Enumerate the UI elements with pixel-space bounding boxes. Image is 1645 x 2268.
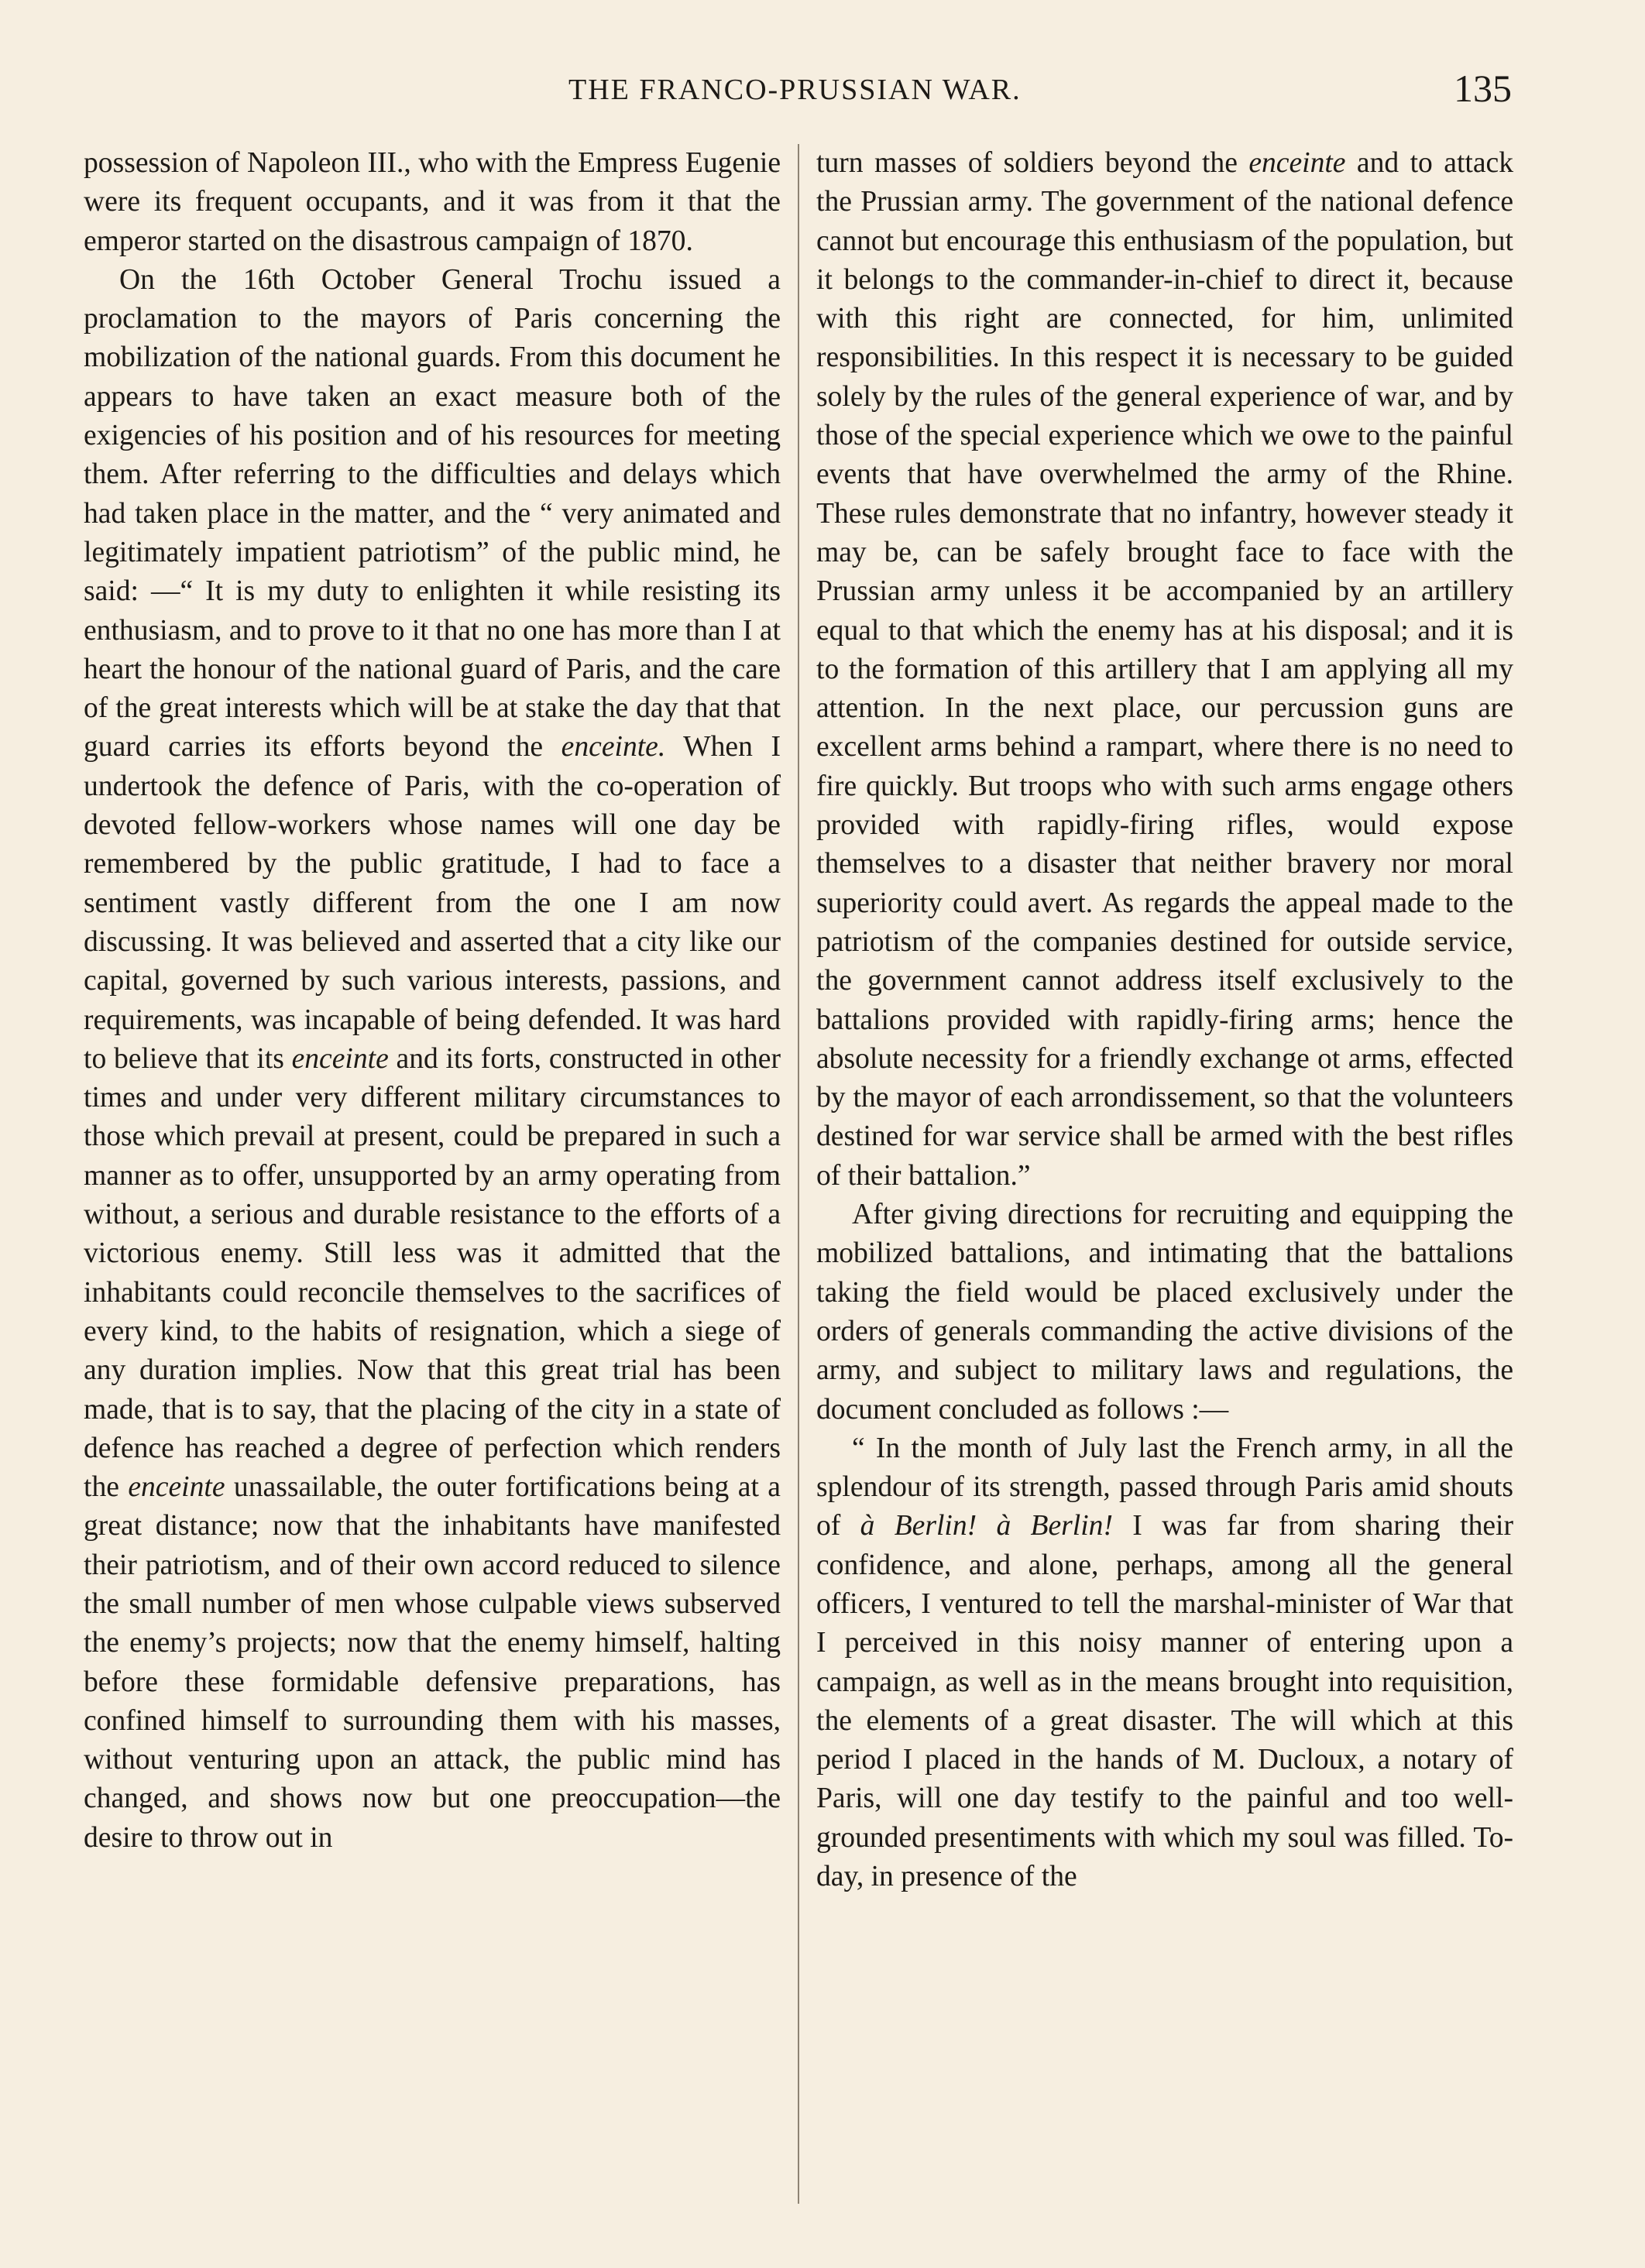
italic-text: enceinte [291,1042,389,1075]
column-divider [798,144,799,2204]
italic-text: enceinte [128,1471,225,1504]
text-span: I was far from sharing their confidence, and alone, perhaps, among all the general officers, I ventured to tell the marshal-minister of War that I perceived in this noisy manner of entering upon a campaign, as well as in the means brought into requisition, the elements of a great disaster. The will which at this period I placed in the hands of M. Ducloux, a notary of Paris, will one day testify to the painful and too well-grounded presentiments with which my soul was filled. To-day, in presence of the [816,1510,1513,1893]
text-span: unassailable, the outer fortifications being at a great distance; now that the inhabitants have manifested their patriotism, and of their own accord reduced to silence the small number of men whose culpable views subserved the enemy’s projects; now that the enemy himself, halting before these formidable defensive preparations, has confined himself to surrounding them with his masses, without venturing upon an attack, the public mind has changed, and shows now but one preoccupation—the desire to throw out in [84,1471,781,1854]
running-title: THE FRANCO-PRUSSIAN WAR. [568,74,1022,106]
paragraph [84,261,781,1858]
page-number: 135 [1454,67,1512,110]
italic-text: enceinte. [561,731,666,763]
left-column [84,144,781,1858]
text-span: On the 16th October General Trochu issued a proclamation to the mayors of Paris concerning the mobilization of the national guards. From this document he appears to have taken an exact measure both of the exigencies of his position and of his resources for meeting them. After referring to the difficulties and delays which had taken place in the matter, and the “ very animated and legitimately impatient patriotism” of the public mind, he said: —“ It is my duty to enlighten it while resisting its enthusiasm, and to prove to it that no one has more than I at heart the honour of the national guard of Paris, and the care of the great interests which will be at stake the day that that guard carries its efforts beyond the [84,263,781,763]
paragraph [816,144,1513,1196]
text-span: turn masses of soldiers beyond the [816,147,1249,179]
text-span: and to attack the Prussian army. The government of the national defence cannot but encourage this enthusiasm of the population, but it belongs to the commander-in-chief to direct it, because with this right are connected, for him, unlimited responsibilities. In this respect it is necessary to be guided solely by the rules of the general experience of war, and by those of the special experience which we owe to the painful events that have overwhelmed the army of the Rhine. These rules demonstrate that no infantry, however steady it may be, can be safely brought face to face with the Prussian army unless it be accompanied by an artillery equal to that which the enemy has at his disposal; and it is to the formation of this artillery that I am applying all my attention. In the next place, our percussion guns are excellent arms behind a rampart, where there is no need to fire quickly. But troops who with such arms engage others provided with rapidly-firing rifles, would expose themselves to a disaster that neither bravery nor moral superiority could avert. As regards the appeal made to the patriotism of the companies destined for outside service, the government cannot address itself exclusively to the battalions provided with rapidly-firing arms; hence the absolute necessity for a friendly exchange ot arms, effected by the mayor of each arrondissement, so that the volunteers destined for war service shall be armed with the best rifles of their battalion.” [816,147,1513,1192]
text-span: and its forts, constructed in other times and under very different military circumstances to those which prevail at present, could be prepared in such a manner as to offer, unsupported by an army operating from without, a serious and durable resistance to the efforts of a victorious enemy. Still less was it admitted that the inhabitants could reconcile themselves to the sacrifices of every kind, to the habits of resignation, which a siege of any duration implies. Now that this great trial has been made, that is to say, that the placing of the city in a state of defence has reached a degree of perfection which renders the [84,1042,781,1504]
italic-text: à Berlin! à Berlin! [860,1510,1113,1542]
paragraph: possession of Napoleon III., who with the Empress Eugenie were its frequent occupants, and it was from it that the emperor started on the disastrous campaign of 1870. [84,147,781,257]
paragraph [816,1429,1513,1897]
running-head [82,67,1512,118]
italic-text: enceinte [1248,147,1346,179]
right-column [816,144,1513,1896]
paragraph: After giving directions for recruiting and equipping the mobilized battalions, and intimating that the battalions taking the field would be placed exclusively under the orders of generals commanding the active divisions of the army, and subject to military laws and regulations, the document concluded as follows :— [816,1199,1513,1426]
text-span: “ In the month of July last the French army, in all the splendour of its strength, passed through Paris amid shouts of [816,1432,1513,1542]
text-span: When I undertook the defence of Paris, with the co-operation of devoted fellow-workers whose names will one day be remembered by the public gratitude, I had to face a sentiment vastly different from the one I am now discussing. It was believed and asserted that a city like our capital, governed by such various interests, passions, and requirements, was incapable of being defended. It was hard to believe that its [84,731,781,1075]
